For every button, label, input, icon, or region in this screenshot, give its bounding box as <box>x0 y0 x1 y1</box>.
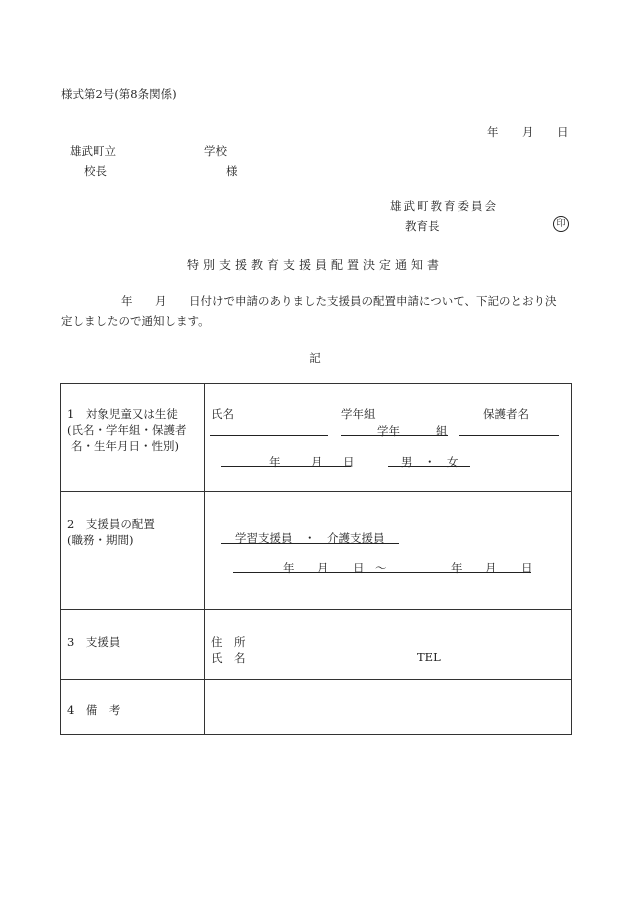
birth-date-field[interactable] <box>221 466 351 467</box>
body-line-1 <box>121 293 557 309</box>
end-month-label: 月 <box>485 561 497 575</box>
addressee-town-prefix: 雄武町立 <box>70 144 116 158</box>
table-row <box>61 610 572 680</box>
seal-mark: 印 <box>553 216 569 232</box>
guardian-name-field[interactable] <box>459 435 559 436</box>
issue-day-label: 日 <box>557 125 569 139</box>
body-month: 月 <box>155 294 167 308</box>
row2-value-cell <box>205 492 572 610</box>
aide-address-label: 住 所 <box>211 635 246 649</box>
row3-value-cell <box>205 610 572 680</box>
row1-label-line3: 名・生年月日・性別) <box>71 439 179 453</box>
grade-class-field[interactable] <box>341 435 448 436</box>
period-tilde: ～ <box>375 561 387 575</box>
duty-options[interactable]: 学習支援員 ・ 介護支援員 <box>235 531 385 545</box>
remarks-cell[interactable] <box>205 680 572 735</box>
row2-label-cell <box>61 492 205 610</box>
row3-label-cell <box>61 610 205 680</box>
aide-name-label: 氏 名 <box>211 651 246 665</box>
addressee-school: 学校 <box>204 144 227 158</box>
form-number: 様式第2号(第8条関係) <box>61 87 177 101</box>
sender-committee: 雄武町教育委員会 <box>390 199 498 213</box>
student-name-header: 氏名 <box>211 407 234 421</box>
document-title: 特別支援教育支援員配置決定通知書 <box>186 258 443 272</box>
addressee-principal: 校長 <box>84 164 107 178</box>
grade-class-header: 学年組 <box>341 407 376 421</box>
end-day-label: 日 <box>521 561 533 575</box>
table-row <box>61 492 572 610</box>
end-year-label: 年 <box>451 561 463 575</box>
start-year-label: 年 <box>283 561 295 575</box>
ki-heading: 記 <box>309 351 321 365</box>
class-unit-label: 組 <box>436 424 448 438</box>
row1-label-cell <box>61 384 205 492</box>
body-year: 年 <box>121 294 133 308</box>
gender-underline <box>388 466 470 467</box>
row2-label-line1: 2 支援員の配置 <box>67 517 155 531</box>
row3-label: 3 支援員 <box>67 635 121 649</box>
start-day-label: 日 <box>353 561 365 575</box>
student-name-field[interactable] <box>210 435 328 436</box>
period-field[interactable] <box>233 572 531 573</box>
duty-underline <box>221 543 399 544</box>
table-row <box>61 384 572 492</box>
notice-table <box>60 383 572 735</box>
row4-label: 4 備 考 <box>67 703 121 717</box>
issue-year-label: 年 <box>487 125 499 139</box>
row4-label-cell <box>61 680 205 735</box>
issue-month-label: 月 <box>522 125 534 139</box>
row1-label-line1: 1 対象児童又は生徒 <box>67 407 178 421</box>
grade-unit-label: 学年 <box>377 424 400 438</box>
addressee-honorific: 様 <box>226 164 238 178</box>
guardian-name-header: 保護者名 <box>483 407 529 421</box>
body-line-2: 定しましたので通知します。 <box>61 314 210 328</box>
body-line-1-rest: 日付けで申請のありました支援員の配置申請について、下記のとおり決 <box>189 294 557 308</box>
start-month-label: 月 <box>317 561 329 575</box>
birth-day-label: 日 <box>343 455 355 469</box>
table-row <box>61 680 572 735</box>
sender-superintendent: 教育長 <box>405 219 440 233</box>
row2-label-line2: (職務・期間) <box>67 533 134 547</box>
birth-month-label: 月 <box>311 455 323 469</box>
aide-tel-label: TEL <box>417 650 441 664</box>
issue-date <box>487 124 569 140</box>
gender-options[interactable]: 男 ・ 女 <box>401 455 459 469</box>
row1-value-cell <box>205 384 572 492</box>
birth-year-label: 年 <box>269 455 281 469</box>
row1-label-line2: (氏名・学年組・保護者 <box>67 423 187 437</box>
